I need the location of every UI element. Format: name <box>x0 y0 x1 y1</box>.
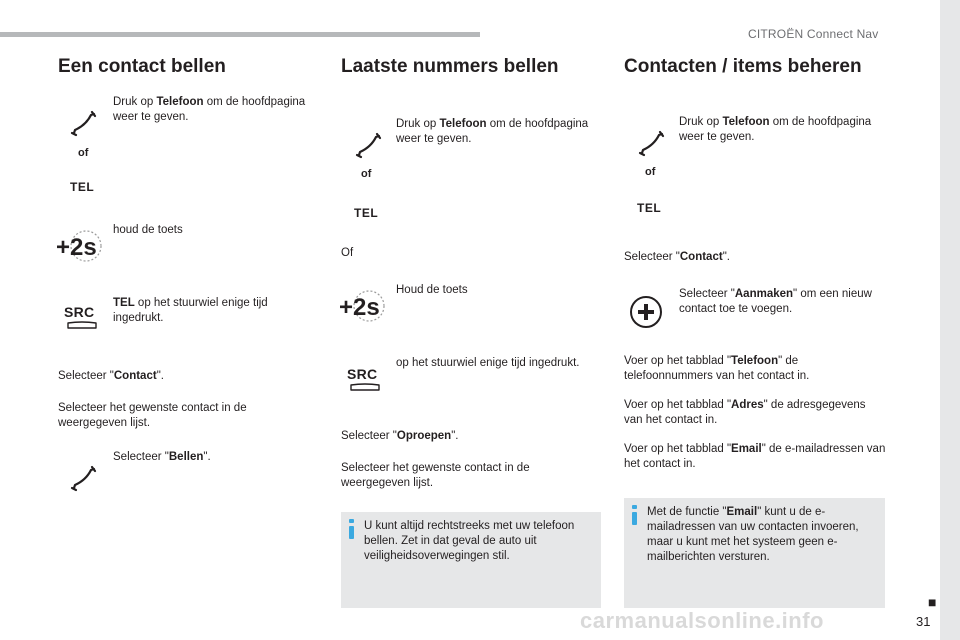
col2-label-tel: TEL <box>354 206 379 220</box>
section-title-call-contact: Een contact bellen <box>58 56 226 77</box>
info-icon-bar <box>349 526 354 539</box>
col1-step-select-call: Selecteer "Bellen". <box>113 451 211 463</box>
col2-step-select-from-list: Selecteer het gewenste contact in de weergegeven lijst. <box>341 462 530 489</box>
section-title-recent-numbers: Laatste nummers bellen <box>341 56 559 77</box>
steering-wheel-src-button-icon <box>348 382 382 392</box>
col1-step-select-from-list: Selecteer het gewenste contact in de weergegeven lijst. <box>58 402 247 429</box>
col3-step-create: Selecteer "Aanmaken" om een nieuw contact toe te voegen. <box>679 288 872 315</box>
header-title: CITROËN Connect Nav <box>748 27 879 41</box>
phone-handset-icon <box>66 106 100 140</box>
col1-step-hold-key: houd de toets <box>113 224 183 236</box>
info-icon-bar <box>632 512 637 525</box>
col1-label-tel: TEL <box>70 180 95 194</box>
col1-label-of: of <box>78 147 89 159</box>
col2-step-steering: op het stuurwiel enige tijd ingedrukt. <box>396 357 580 369</box>
phone-handset-icon <box>66 461 100 495</box>
info-icon <box>632 505 637 509</box>
col3-step-press-phone: Druk op Telefoon om de hoofdpagina weer te geven. <box>679 116 872 143</box>
col2-label-of: of <box>361 168 372 180</box>
section-title-manage-contacts: Contacten / items beheren <box>624 56 862 77</box>
phone-handset-icon <box>351 128 385 162</box>
col2-twos-text: +2s <box>339 294 380 321</box>
col1-label-src: SRC <box>64 304 95 320</box>
col1-step-press-phone: Druk op Telefoon om de hoofdpagina weer te geven. <box>113 96 306 123</box>
col2-or-text: Of <box>341 247 354 259</box>
page-number: 31 <box>916 614 931 629</box>
col3-step-phone-tab: Voer op het tabblad "Telefoon" de telefoonnummers van het contact in. <box>624 355 810 382</box>
col3-info-text: Met de functie "Email" kunt u de e-mailadressen van uw contacten invoeren, maar u kunt met het systeem geen e-mailberichten versturen. <box>647 506 859 563</box>
hold-2-seconds-icon <box>338 288 386 324</box>
col2-step-press-phone: Druk op Telefoon om de hoofdpagina weer te geven. <box>396 118 589 145</box>
watermark: carmanualsonline.info <box>580 608 824 633</box>
col1-step-select-contact: Selecteer "Contact". <box>58 370 164 382</box>
header-rule <box>0 32 480 37</box>
col1-twos-text: +2s <box>56 234 97 261</box>
page-end-mark: ■ <box>928 594 937 610</box>
col2-step-hold-key: Houd de toets <box>396 284 468 296</box>
info-icon <box>349 519 354 523</box>
add-contact-plus-icon <box>629 295 663 329</box>
col3-step-address-tab: Voer op het tabblad "Adres" de adresgegevens van het contact in. <box>624 399 866 426</box>
phone-handset-icon <box>634 126 668 160</box>
col2-step-select-calls: Selecteer "Oproepen". <box>341 430 459 442</box>
col3-step-email-tab: Voer op het tabblad "Email" de e-mailadressen van het contact in. <box>624 443 886 470</box>
col3-label-tel: TEL <box>637 201 662 215</box>
col1-step-tel-steering: TEL op het stuurwiel enige tijd ingedrukt. <box>113 297 268 324</box>
col3-step-select-contact: Selecteer "Contact". <box>624 251 730 263</box>
hold-2-seconds-icon <box>55 228 103 264</box>
steering-wheel-src-button-icon <box>65 320 99 330</box>
col2-info-text: U kunt altijd rechtstreeks met uw telefoon bellen. Zet in dat geval de auto uit veiligheidsoverwegingen stil. <box>364 520 575 562</box>
page-edge-strip <box>940 0 960 640</box>
col2-label-src: SRC <box>347 366 378 382</box>
col3-label-of: of <box>645 166 656 178</box>
